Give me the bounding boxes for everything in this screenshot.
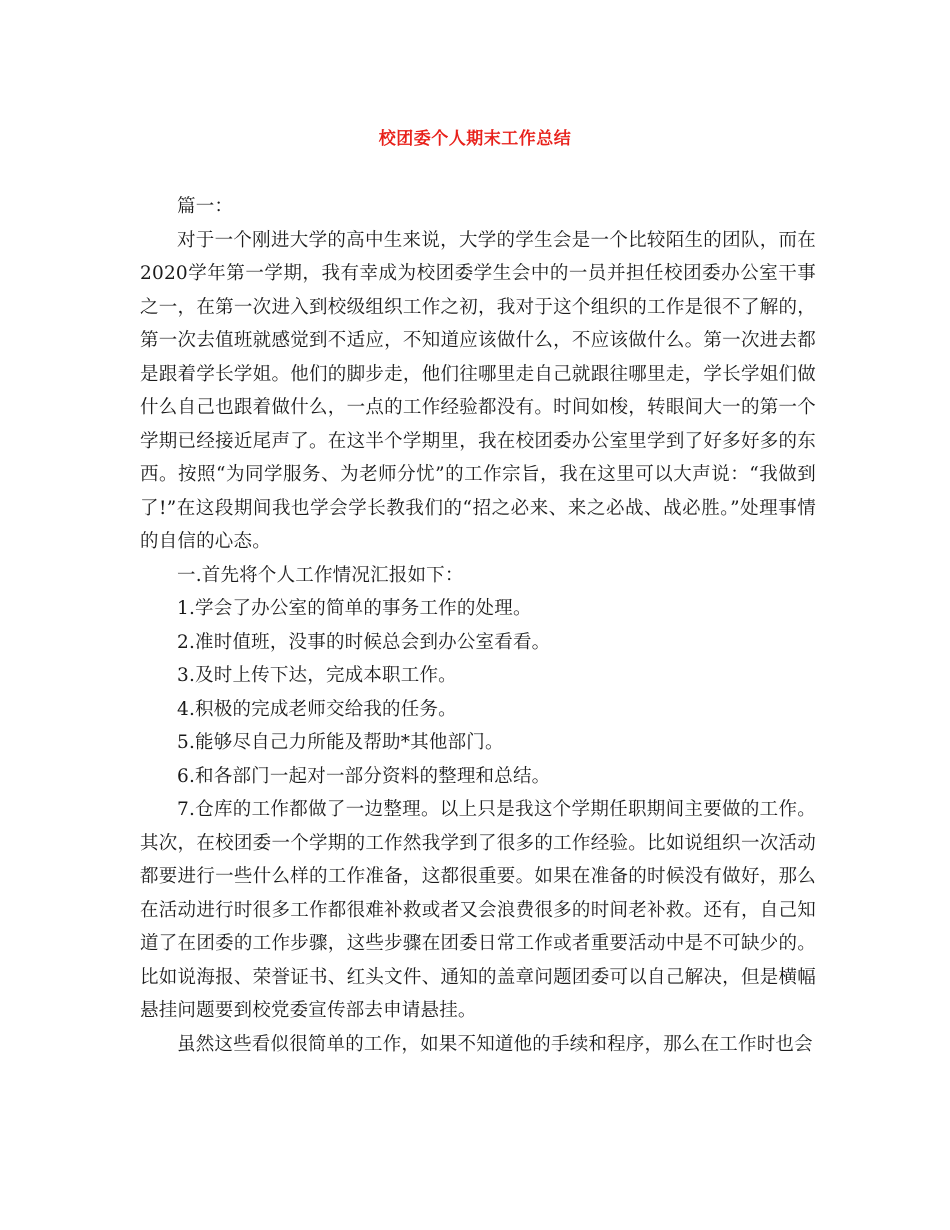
list-item: 7.仓库的工作都做了一边整理。以上只是我这个学期任职期间主要做的工作。其次，在校团委一个学期的工作然我学到了很多的工作经验。比如说组织一次活动都要进行一些什么样的工作准备，这都很重要。如果在准备的时候没有做好，那么在活动进行时很多工作都很难补救或者又会浪费很多的时间老补救。还有，自己知道了在团委的工作步骤，这些步骤在团委日常工作或者重要活动中是不可缺少的。比如说海报、荣誉证书、红头文件、通知的盖章问题团委可以自己解决，但是横幅悬挂问题要到校党委宣传部去申请悬挂。 bbox=[140, 799, 816, 1021]
list-item: 6.和各部门一起对一部分资料的整理和总结。 bbox=[177, 765, 551, 787]
list-item: 2.准时值班，没事的时候总会到办公室看看。 bbox=[177, 631, 551, 653]
list-item: 1.学会了办公室的简单的事务工作的处理。 bbox=[177, 598, 532, 619]
document-body bbox=[140, 190, 816, 1061]
paragraph-section-heading: 一.首先将个人工作情况汇报如下： bbox=[177, 564, 464, 586]
paragraph-closing: 虽然这些看似很简单的工作，如果不知道他的手续和程序，那么在工作时也会 bbox=[177, 1033, 813, 1055]
document-title: 校团委个人期末工作总结 bbox=[378, 129, 572, 149]
paragraph-heading: 篇一： bbox=[177, 196, 234, 217]
paragraph-intro: 对于一个刚进大学的高中生来说，大学的学生会是一个比较陌生的团队，而在2020学年第一学期，我有幸成为校团委学生会中的一员并担任校团委办公室干事之一，在第一次进入到校级组织工作之初，我对于这个组织的工作是很不了解的，第一次去值班就感觉到不适应，不知道应该做什么，不应该做什么。第一次进去都是跟着学长学姐。他们的脚步走，他们往哪里走自己就跟往哪里走，学长学姐们做什么自己也跟着做什么，一点的工作经验都没有。时间如梭，转眼间大一的第一个学期已经接近尾声了。在这半个学期里，我在校团委办公室里学到了好多好多的东西。按照“为同学服务、为老师分忧”的工作宗旨，我在这里可以大声说：“我做到了!”在这段期间我也学会学长教我们的“招之必来、来之必战、战必胜。”处理事情的自信的心态。 bbox=[140, 229, 816, 552]
list-item: 3.及时上传下达，完成本职工作。 bbox=[177, 665, 457, 686]
list-item: 4.积极的完成老师交给我的任务。 bbox=[177, 698, 457, 720]
list-item: 5.能够尽自己力所能及帮助*其他部门。 bbox=[177, 732, 504, 753]
